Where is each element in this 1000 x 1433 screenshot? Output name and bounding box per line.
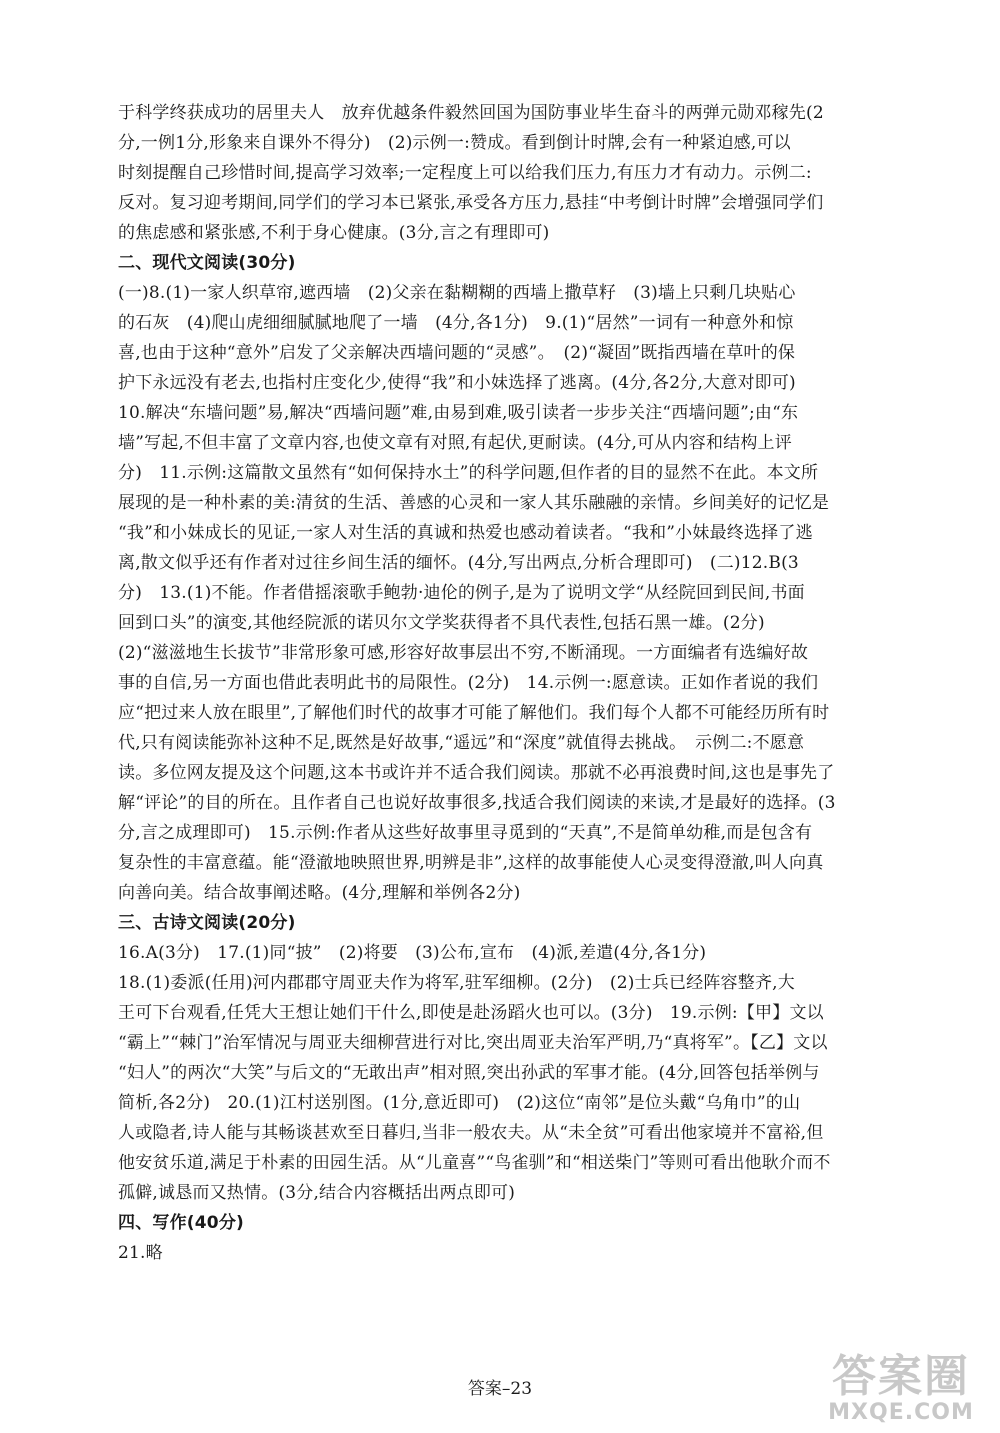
text-line: “妇人”的两次“大笑”与后文的“无敢出声”相对照,突出孙武的军事才能。(4分,回答包括举例与 xyxy=(118,1063,820,1083)
text-line: 16.A(3分) 17.(1)同“披” (2)将要 (3)公布,宣布 (4)派,差遣(4分,各1分) xyxy=(118,943,707,963)
text-line: “我”和小妹成长的见证,一家人对生活的真诚和热爱也感动着读者。“我和”小妹最终选择了逃 xyxy=(118,523,813,543)
text-line: 应“把过来人放在眼里”,了解他们时代的故事才可能了解他们。我们每个人都不可能经历所有时 xyxy=(118,703,830,723)
text-line: 读。多位网友提及这个问题,这本书或许并不适合我们阅读。那就不必再浪费时间,这也是事先了 xyxy=(118,763,835,783)
section-heading: 四、写作(40分) xyxy=(118,1213,244,1233)
text-line: 事的自信,另一方面也借此表明此书的局限性。(2分) 14.示例一:愿意读。正如作者说的我们 xyxy=(118,673,819,693)
text-line: 他安贫乐道,满足于朴素的田园生活。从“儿童喜”“鸟雀驯”和“相送柴门”等则可看出他耿介而不 xyxy=(118,1153,831,1173)
watermark-logo-text: 答案圈 xyxy=(832,1351,970,1402)
text-line: 王可下台观看,任凭大王想让她们干什么,即使是赴汤蹈火也可以。(3分) 19.示例:【甲】文以 xyxy=(118,1003,824,1023)
page-number: 答案–23 xyxy=(467,1379,533,1399)
text-line: 时刻提醒自己珍惜时间,提高学习效率;一定程度上可以给我们压力,有压力才有动力。示例二: xyxy=(118,163,812,183)
section-heading: 二、现代文阅读(30分) xyxy=(118,253,296,273)
text-line: 21.略 xyxy=(118,1243,163,1263)
text-line: 墙”写起,不但丰富了文章内容,也使文章有对照,有起伏,更耐读。(4分,可从内容和结构上评 xyxy=(118,433,792,453)
text-line: 回到口头”的演变,其他经院派的诺贝尔文学奖获得者不具代表性,包括石黑一雄。(2分) xyxy=(118,613,765,633)
watermark-logo xyxy=(816,1353,986,1425)
section-heading: 三、古诗文阅读(20分) xyxy=(118,913,296,933)
text-line: 喜,也由于这种“意外”启发了父亲解决西墙问题的“灵感”。 (2)“凝固”既指西墙在草叶的保 xyxy=(118,343,796,363)
text-line: 离,散文似乎还有作者对过往乡间生活的缅怀。(4分,写出两点,分析合理即可) (二)12.B(3 xyxy=(118,553,799,573)
text-line: 复杂性的丰富意蕴。能“澄澈地映照世界,明辨是非”,这样的故事能使人心灵变得澄澈,叫人向真 xyxy=(118,853,824,873)
text-line: 孤僻,诚恳而又热情。(3分,结合内容概括出两点即可) xyxy=(118,1183,516,1203)
text-line: 向善向美。结合故事阐述略。(4分,理解和举例各2分) xyxy=(118,883,521,903)
text-line: 分,言之成理即可) 15.示例:作者从这些好故事里寻觅到的“天真”,不是简单幼稚,而是包含有 xyxy=(118,823,813,843)
text-line: (一)8.(1)一家人织草帘,遮西墙 (2)父亲在黏糊糊的西墙上撒草籽 (3)墙上只剩几块贴心 xyxy=(118,283,796,303)
text-line: 18.(1)委派(任用)河内郡郡守周亚夫作为将军,驻军细柳。(2分) (2)士兵已经阵容整齐,大 xyxy=(118,973,795,993)
text-line: 代,只有阅读能弥补这种不足,既然是好故事,“遥远”和“深度”就值得去挑战。 示例二:不愿意 xyxy=(118,733,805,753)
text-line: 10.解决“东墙问题”易,解决“西墙问题”难,由易到难,吸引读者一步步关注“西墙问题”;由“东 xyxy=(118,403,799,423)
text-line: 分) 13.(1)不能。作者借摇滚歌手鲍勃·迪伦的例子,是为了说明文学“从经院回到民间,书面 xyxy=(118,583,805,603)
text-line: 的焦虑感和紧张感,不利于身心健康。(3分,言之有理即可) xyxy=(118,223,550,243)
text-line: 分,一例1分,形象来自课外不得分) (2)示例一:赞成。看到倒计时牌,会有一种紧迫感,可以 xyxy=(118,133,791,153)
watermark-site: MXQE.COM xyxy=(828,1400,974,1425)
text-line: “霸上”“棘门”治军情况与周亚夫细柳营进行对比,突出周亚夫治军严明,乃“真将军”。【乙】文以 xyxy=(118,1033,828,1053)
text-line: 于科学终获成功的居里夫人 放弃优越条件毅然回国为国防事业毕生奋斗的两弹元勋邓稼先(2 xyxy=(118,103,824,123)
text-line: 反对。复习迎考期间,同学们的学习本已紧张,承受各方压力,悬挂“中考倒计时牌”会增强同学们 xyxy=(118,193,824,213)
text-line: 分) 11.示例:这篇散文虽然有“如何保持水土”的科学问题,但作者的目的显然不在此。本文所 xyxy=(118,463,819,483)
text-line: 展现的是一种朴素的美:清贫的生活、善感的心灵和一家人其乐融融的亲情。乡间美好的记忆是 xyxy=(118,493,830,513)
text-line: (2)“滋滋地生长拔节”非常形象可感,形容好故事层出不穷,不断涌现。一方面编者有选编好故 xyxy=(118,643,809,663)
text-line: 人或隐者,诗人能与其畅谈甚欢至日暮归,当非一般农夫。从“未全贫”可看出他家境并不富裕,但 xyxy=(118,1123,824,1143)
text-line: 的石灰 (4)爬山虎细细腻腻地爬了一墙 (4分,各1分) 9.(1)“居然”一词有一种意外和惊 xyxy=(118,313,794,333)
answer-page-text xyxy=(118,98,903,1268)
text-line: 简析,各2分) 20.(1)江村送别图。(1分,意近即可) (2)这位“南邻”是位头戴“乌角巾”的山 xyxy=(118,1093,801,1113)
text-line: 解“评论”的目的所在。且作者自己也说好故事很多,找适合我们阅读的来读,才是最好的选择。(3 xyxy=(118,793,836,813)
text-line: 护下永远没有老去,也指村庄变化少,使得“我”和小妹选择了逃离。(4分,各2分,大意对即可) xyxy=(118,373,796,393)
